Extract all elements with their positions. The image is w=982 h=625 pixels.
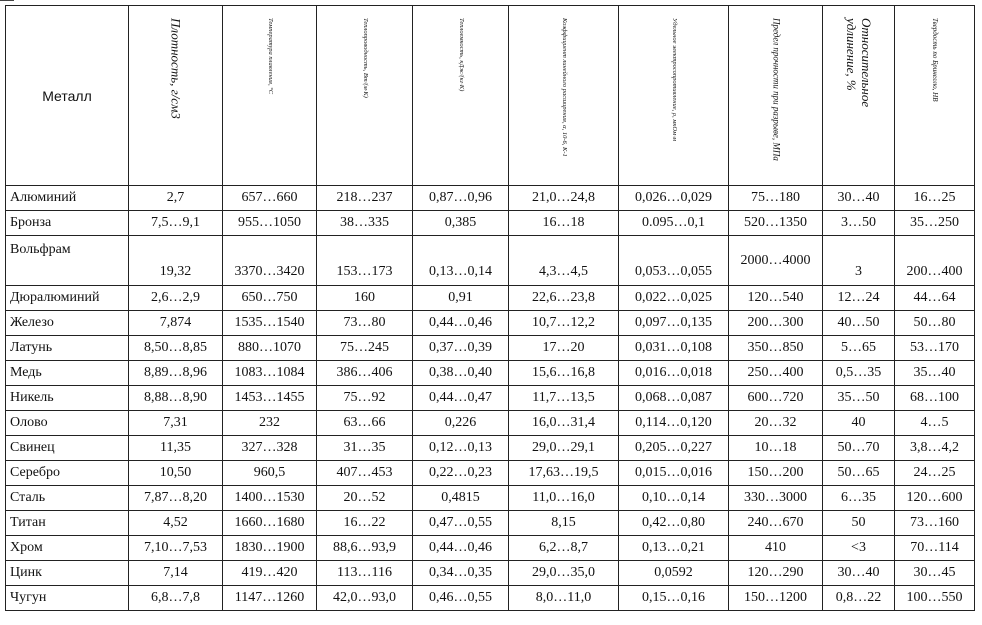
value-cell: 1400…1530 [223, 486, 317, 511]
value-cell: 0,016…0,018 [619, 361, 729, 386]
value-cell: 0,46…0,55 [413, 586, 509, 611]
metal-name-cell: Латунь [6, 336, 129, 361]
column-header-tensile-strength: Предел прочности при разрыве, МПа [729, 6, 823, 186]
value-cell: 8,89…8,96 [129, 361, 223, 386]
value-cell: 11,0…16,0 [509, 486, 619, 511]
value-cell: 218…237 [317, 186, 413, 211]
table-row [6, 211, 975, 236]
value-cell: 0,91 [413, 286, 509, 311]
value-cell: 88,6…93,9 [317, 536, 413, 561]
metal-name-cell: Сталь [6, 486, 129, 511]
value-cell: 1083…1084 [223, 361, 317, 386]
value-cell: 8,0…11,0 [509, 586, 619, 611]
value-cell: 11,35 [129, 436, 223, 461]
value-cell: 0,205…0,227 [619, 436, 729, 461]
value-cell: 50 [823, 511, 895, 536]
value-cell: 63…66 [317, 411, 413, 436]
value-cell: 75…245 [317, 336, 413, 361]
value-cell: 17,63…19,5 [509, 461, 619, 486]
value-cell: 3 [823, 236, 895, 286]
value-cell: 1830…1900 [223, 536, 317, 561]
value-cell: 6,2…8,7 [509, 536, 619, 561]
value-cell: 7,10…7,53 [129, 536, 223, 561]
value-cell: 16…22 [317, 511, 413, 536]
value-cell: 0,053…0,055 [619, 236, 729, 286]
value-cell: 7,5…9,1 [129, 211, 223, 236]
value-cell: 113…116 [317, 561, 413, 586]
value-cell: 600…720 [729, 386, 823, 411]
value-cell: 44…64 [895, 286, 975, 311]
value-cell: 250…400 [729, 361, 823, 386]
column-header-elongation: Относительное удлинение, % [823, 6, 895, 186]
table-row [6, 436, 975, 461]
table-row [6, 286, 975, 311]
metals-properties-table [5, 5, 975, 611]
metal-name-cell: Цинк [6, 561, 129, 586]
value-cell: 70…114 [895, 536, 975, 561]
value-cell: 410 [729, 536, 823, 561]
table-row [6, 186, 975, 211]
value-cell: 73…80 [317, 311, 413, 336]
value-cell: 50…65 [823, 461, 895, 486]
value-cell: 0,44…0,46 [413, 536, 509, 561]
table-row [6, 461, 975, 486]
value-cell: 35…250 [895, 211, 975, 236]
value-cell: 0,87…0,96 [413, 186, 509, 211]
value-cell: 0,022…0,025 [619, 286, 729, 311]
value-cell: 0,44…0,47 [413, 386, 509, 411]
value-cell: 240…670 [729, 511, 823, 536]
value-cell: 73…160 [895, 511, 975, 536]
value-cell: 0,385 [413, 211, 509, 236]
value-cell: 10,50 [129, 461, 223, 486]
value-cell: 16…18 [509, 211, 619, 236]
column-header-expansion-coefficient: Коэффициент линейного расширения, α, 10-6, К-1 [509, 6, 619, 186]
value-cell: 30…40 [823, 561, 895, 586]
value-cell: 29,0…35,0 [509, 561, 619, 586]
value-cell: 4,52 [129, 511, 223, 536]
value-cell: 40 [823, 411, 895, 436]
header-row [6, 6, 975, 186]
value-cell: 0,4815 [413, 486, 509, 511]
column-header-metal: Металл [6, 6, 129, 186]
value-cell: 15,6…16,8 [509, 361, 619, 386]
metal-name-cell: Бронза [6, 211, 129, 236]
value-cell: 2,7 [129, 186, 223, 211]
value-cell: 150…1200 [729, 586, 823, 611]
value-cell: 419…420 [223, 561, 317, 586]
value-cell: 2000…4000 [729, 236, 823, 286]
value-cell: 4,3…4,5 [509, 236, 619, 286]
value-cell: 11,7…13,5 [509, 386, 619, 411]
value-cell: 955…1050 [223, 211, 317, 236]
value-cell: 0,031…0,108 [619, 336, 729, 361]
value-cell: 330…3000 [729, 486, 823, 511]
value-cell: 38…335 [317, 211, 413, 236]
metal-name-cell: Вольфрам [6, 236, 129, 286]
table-row [6, 361, 975, 386]
value-cell: 1660…1680 [223, 511, 317, 536]
table-body [6, 186, 975, 611]
value-cell: 7,874 [129, 311, 223, 336]
value-cell: 2,6…2,9 [129, 286, 223, 311]
column-header-thermal-conductivity: Теплопроводность, Вт/(м·К) [317, 6, 413, 186]
metal-name-cell: Олово [6, 411, 129, 436]
value-cell: 12…24 [823, 286, 895, 311]
metal-name-cell: Серебро [6, 461, 129, 486]
value-cell: 200…400 [895, 236, 975, 286]
table-row [6, 586, 975, 611]
metal-name-cell: Чугун [6, 586, 129, 611]
value-cell: 386…406 [317, 361, 413, 386]
value-cell: 75…180 [729, 186, 823, 211]
value-cell: 6…35 [823, 486, 895, 511]
value-cell: 17…20 [509, 336, 619, 361]
value-cell: 53…170 [895, 336, 975, 361]
value-cell: 657…660 [223, 186, 317, 211]
metal-name-cell: Медь [6, 361, 129, 386]
value-cell: 24…25 [895, 461, 975, 486]
column-header-hardness: Твердость по Бринеллю, НВ [895, 6, 975, 186]
value-cell: 3…50 [823, 211, 895, 236]
value-cell: 0,068…0,087 [619, 386, 729, 411]
value-cell: 0,13…0,21 [619, 536, 729, 561]
value-cell: 68…100 [895, 386, 975, 411]
value-cell: 0,22…0,23 [413, 461, 509, 486]
table-row [6, 336, 975, 361]
value-cell: 8,50…8,85 [129, 336, 223, 361]
metal-name-cell: Никель [6, 386, 129, 411]
value-cell: 20…52 [317, 486, 413, 511]
value-cell: 35…40 [895, 361, 975, 386]
value-cell: 6,8…7,8 [129, 586, 223, 611]
table-row [6, 511, 975, 536]
value-cell: 1535…1540 [223, 311, 317, 336]
metal-name-cell: Алюминий [6, 186, 129, 211]
table-row [6, 486, 975, 511]
value-cell: 0,34…0,35 [413, 561, 509, 586]
value-cell: 880…1070 [223, 336, 317, 361]
value-cell: 0,015…0,016 [619, 461, 729, 486]
table-row [6, 561, 975, 586]
value-cell: 0,37…0,39 [413, 336, 509, 361]
value-cell: 232 [223, 411, 317, 436]
value-cell: 520…1350 [729, 211, 823, 236]
value-cell: 42,0…93,0 [317, 586, 413, 611]
value-cell: 0,097…0,135 [619, 311, 729, 336]
value-cell: 20…32 [729, 411, 823, 436]
value-cell: 350…850 [729, 336, 823, 361]
value-cell: 0,8…22 [823, 586, 895, 611]
value-cell: 0,5…35 [823, 361, 895, 386]
value-cell: 3370…3420 [223, 236, 317, 286]
value-cell: 10…18 [729, 436, 823, 461]
value-cell: 0,47…0,55 [413, 511, 509, 536]
metal-name-cell: Хром [6, 536, 129, 561]
value-cell: 0,42…0,80 [619, 511, 729, 536]
value-cell: <3 [823, 536, 895, 561]
value-cell: 19,32 [129, 236, 223, 286]
table-row [6, 386, 975, 411]
value-cell: 0,226 [413, 411, 509, 436]
value-cell: 5…65 [823, 336, 895, 361]
table-row [6, 236, 975, 286]
value-cell: 120…600 [895, 486, 975, 511]
value-cell: 120…540 [729, 286, 823, 311]
value-cell: 35…50 [823, 386, 895, 411]
column-header-resistivity: Удельное электросопротивление, ρ, мкОм·м [619, 6, 729, 186]
column-header-heat-capacity: Теплоемкость, кДж/(кг·К) [413, 6, 509, 186]
value-cell: 0,114…0,120 [619, 411, 729, 436]
value-cell: 0,026…0,029 [619, 186, 729, 211]
value-cell: 150…200 [729, 461, 823, 486]
value-cell: 50…80 [895, 311, 975, 336]
value-cell: 29,0…29,1 [509, 436, 619, 461]
value-cell: 7,87…8,20 [129, 486, 223, 511]
value-cell: 75…92 [317, 386, 413, 411]
value-cell: 0,10…0,14 [619, 486, 729, 511]
value-cell: 8,15 [509, 511, 619, 536]
value-cell: 3,8…4,2 [895, 436, 975, 461]
value-cell: 7,31 [129, 411, 223, 436]
value-cell: 8,88…8,90 [129, 386, 223, 411]
column-header-melting-point: Температура плавления, °С [223, 6, 317, 186]
value-cell: 0,12…0,13 [413, 436, 509, 461]
metal-name-cell: Свинец [6, 436, 129, 461]
value-cell: 0,13…0,14 [413, 236, 509, 286]
metal-name-cell: Титан [6, 511, 129, 536]
value-cell: 0,44…0,46 [413, 311, 509, 336]
value-cell: 160 [317, 286, 413, 311]
value-cell: 407…453 [317, 461, 413, 486]
value-cell: 30…45 [895, 561, 975, 586]
metal-name-cell: Дюралюминий [6, 286, 129, 311]
column-header-density: Плотность, г/см3 [129, 6, 223, 186]
value-cell: 16,0…31,4 [509, 411, 619, 436]
value-cell: 1147…1260 [223, 586, 317, 611]
value-cell: 16…25 [895, 186, 975, 211]
value-cell: 0,38…0,40 [413, 361, 509, 386]
value-cell: 21,0…24,8 [509, 186, 619, 211]
value-cell: 1453…1455 [223, 386, 317, 411]
metal-name-cell: Железо [6, 311, 129, 336]
value-cell: 22,6…23,8 [509, 286, 619, 311]
value-cell: 0,15…0,16 [619, 586, 729, 611]
value-cell: 10,7…12,2 [509, 311, 619, 336]
value-cell: 153…173 [317, 236, 413, 286]
table-row [6, 411, 975, 436]
table-row [6, 311, 975, 336]
value-cell: 120…290 [729, 561, 823, 586]
value-cell: 50…70 [823, 436, 895, 461]
value-cell: 30…40 [823, 186, 895, 211]
value-cell: 7,14 [129, 561, 223, 586]
value-cell: 0.095…0,1 [619, 211, 729, 236]
value-cell: 327…328 [223, 436, 317, 461]
value-cell: 40…50 [823, 311, 895, 336]
value-cell: 31…35 [317, 436, 413, 461]
value-cell: 0,0592 [619, 561, 729, 586]
value-cell: 100…550 [895, 586, 975, 611]
value-cell: 960,5 [223, 461, 317, 486]
table-row [6, 536, 975, 561]
value-cell: 200…300 [729, 311, 823, 336]
value-cell: 650…750 [223, 286, 317, 311]
value-cell: 4…5 [895, 411, 975, 436]
